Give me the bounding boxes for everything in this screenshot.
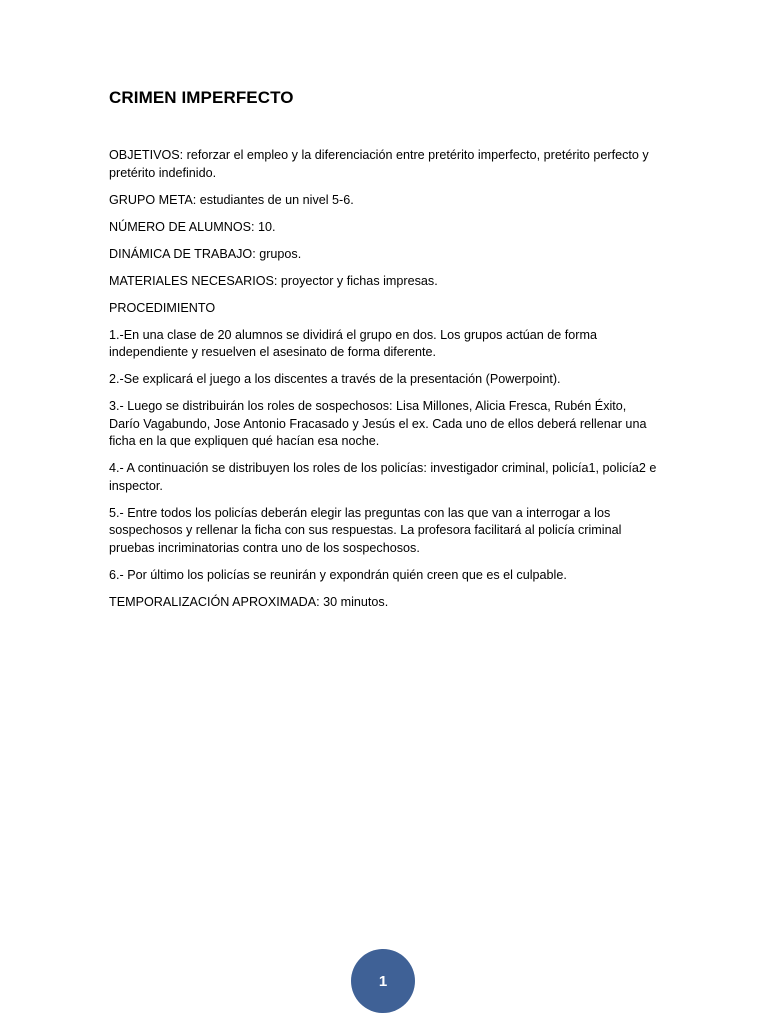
paragraph-step-2: 2.-Se explicará el juego a los discentes a través de la presentación (Powerpoint). — [109, 372, 561, 386]
document-body — [109, 147, 657, 621]
paragraph-procedimiento-heading: PROCEDIMIENTO — [109, 300, 216, 315]
paragraph-numero-alumnos: NÚMERO DE ALUMNOS: 10. — [109, 219, 276, 234]
paragraph-temporalizacion: TEMPORALIZACIÓN APROXIMADA: 30 minutos. — [109, 594, 389, 609]
paragraph-step-4: 4.- A continuación se distribuyen los roles de los policías: investigador criminal, policía1, policía2 e inspector. — [109, 461, 657, 493]
paragraph-step-5: 5.- Entre todos los policías deberán elegir las preguntas con las que van a interrogar a los sospechosos y rellenar la ficha con sus respuestas. La profesora facilitará al policía criminal pruebas incriminatorias contra uno de los sospechosos. — [109, 505, 622, 555]
paragraph-step-3: 3.- Luego se distribuirán los roles de sospechosos: Lisa Millones, Alicia Fresca, Rubén Éxito, Darío Vagabundo, Jose Antonio Fracasado y Jesús el ex. Cada uno de ellos deberá rellenar una ficha en la que expliquen qué hacían esa noche. — [109, 399, 647, 448]
paragraph-step-6: 6.- Por último los policías se reunirán y expondrán quién creen que es el culpable. — [109, 567, 567, 582]
paragraph-objetivos: OBJETIVOS: reforzar el empleo y la diferenciación entre pretérito imperfecto, pretérito perfecto y pretérito indefinido. — [109, 148, 649, 180]
paragraph-step-1: 1.-En una clase de 20 alumnos se dividirá el grupo en dos. Los grupos actúan de forma independiente y resuelven el asesinato de forma diferente. — [109, 327, 597, 359]
paragraph-dinamica: DINÁMICA DE TRABAJO: grupos. — [109, 246, 302, 261]
page-number-badge: 1 — [351, 949, 415, 1013]
paragraph-grupo-meta: GRUPO META: estudiantes de un nivel 5-6. — [109, 192, 354, 207]
document-title: CRIMEN IMPERFECTO — [109, 88, 294, 107]
paragraph-materiales: MATERIALES NECESARIOS: proyector y fichas impresas. — [109, 273, 438, 288]
